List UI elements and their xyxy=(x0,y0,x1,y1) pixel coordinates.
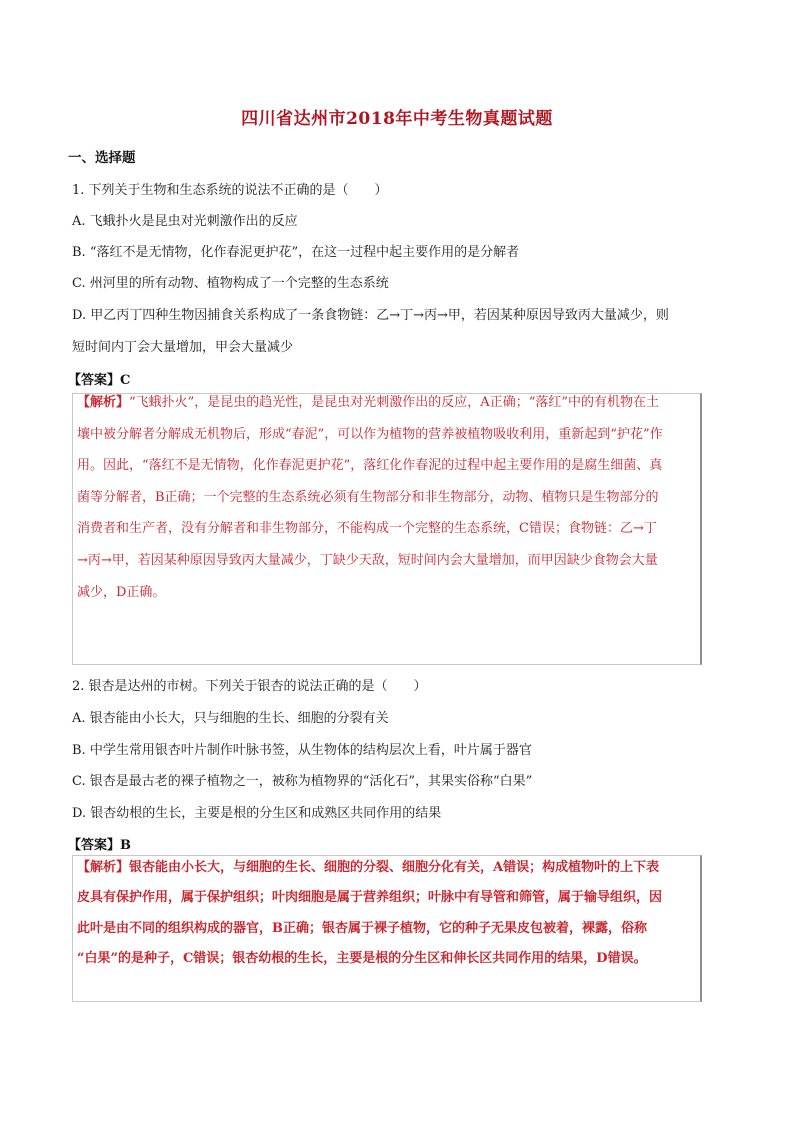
q2-option-d: D. 银杏幼根的生长，主要是根的分生区和成熟区共同作用的结果 xyxy=(72,806,442,821)
q2-analysis-box xyxy=(72,855,702,1002)
q2-option-c: C. 银杏是最古老的裸子植物之一，被称为植物界的“活化石”，其果实俗称“白果” xyxy=(72,774,533,789)
q1-analysis-line: 壤中被分解者分解成无机物后，形成“春泥”，可以作为植物的营养被植物吸收利用，重新起到“护花”作 xyxy=(77,426,663,442)
q1-option-c: C. 州河里的所有动物、植物构成了一个完整的生态系统 xyxy=(72,276,389,291)
q1-option-b: B. “落红不是无情物，化作春泥更护花”，在这一过程中起主要作用的是分解者 xyxy=(72,245,520,260)
q1-analysis-line: →丙→甲，若因某种原因导致丙大量减少，丁缺少天敌，短时间内会大量增加，而甲因缺少食物会大量 xyxy=(77,552,658,568)
analysis-tag: 【解析】 xyxy=(77,395,130,410)
section-heading: 一、选择题 xyxy=(68,150,136,166)
q1-option-d-cont: 短时间内丁会大量增加，甲会大量减少 xyxy=(72,340,294,355)
q1-analysis-line: 菌等分解者，B正确；一个完整的生态系统必须有生物部分和非生物部分，动物、植物只是生物部分的 xyxy=(77,489,659,505)
q2-answer: 【答案】B xyxy=(68,838,131,853)
q2-analysis-line: “白果”的是种子，C错误；银杏幼根的生长，主要是根的分生区和伸长区共同作用的结果，D错误。 xyxy=(77,950,647,966)
q1-analysis-box xyxy=(72,393,702,665)
q2-option-b: B. 中学生常用银杏叶片制作叶脉书签，从生物体的结构层次上看，叶片属于器官 xyxy=(72,743,532,758)
q1-option-a: A. 飞蛾扑火是昆虫对光刺激作出的反应 xyxy=(72,214,298,229)
q2-analysis-line: 此叶是由不同的组织构成的器官，B正确；银杏属于裸子植物，它的种子无果皮包被着，裸露，俗称 xyxy=(77,920,647,936)
q2-analysis-line: 【解析】银杏能由小长大，与细胞的生长、细胞的分裂、细胞分化有关，A错误；构成植物叶的上下表 xyxy=(77,860,660,875)
q1-stem: 1. 下列关于生物和生态系统的说法不正确的是（ ） xyxy=(72,183,388,198)
q1-answer: 【答案】C xyxy=(68,373,131,388)
q1-analysis-line: 消费者和生产者，没有分解者和非生物部分，不能构成一个完整的生态系统，C错误；食物链：乙→丁 xyxy=(77,521,657,537)
q1-analysis-line: 用。因此，“落红不是无情物，化作春泥更护花”，落红化作春泥的过程中起主要作用的是腐生细菌、真 xyxy=(77,458,663,474)
q1-analysis-line: 减少，D正确。 xyxy=(77,584,166,600)
q1-option-d: D. 甲乙丙丁四种生物因捕食关系构成了一条食物链：乙→丁→丙→甲，若因某种原因导致丙大量减少，则 xyxy=(72,308,669,323)
q2-stem: 2. 银杏是达州的市树。下列关于银杏的说法正确的是（ ） xyxy=(72,679,427,694)
analysis-tag: 【解析】 xyxy=(77,860,130,875)
q2-analysis-line: 皮具有保护作用，属于保护组织；叶肉细胞是属于营养组织；叶脉中有导管和筛管，属于输导组织，因 xyxy=(77,890,663,906)
q2-option-a: A. 银杏能由小长大，只与细胞的生长、细胞的分裂有关 xyxy=(72,711,389,726)
document-title: 四川省达州市2018年中考生物真题试题 xyxy=(241,109,553,129)
q1-analysis-line: 【解析】“飞蛾扑火”，是昆虫的趋光性，是昆虫对光刺激作出的反应，A正确；“落红”中的有机物在土 xyxy=(77,395,659,410)
